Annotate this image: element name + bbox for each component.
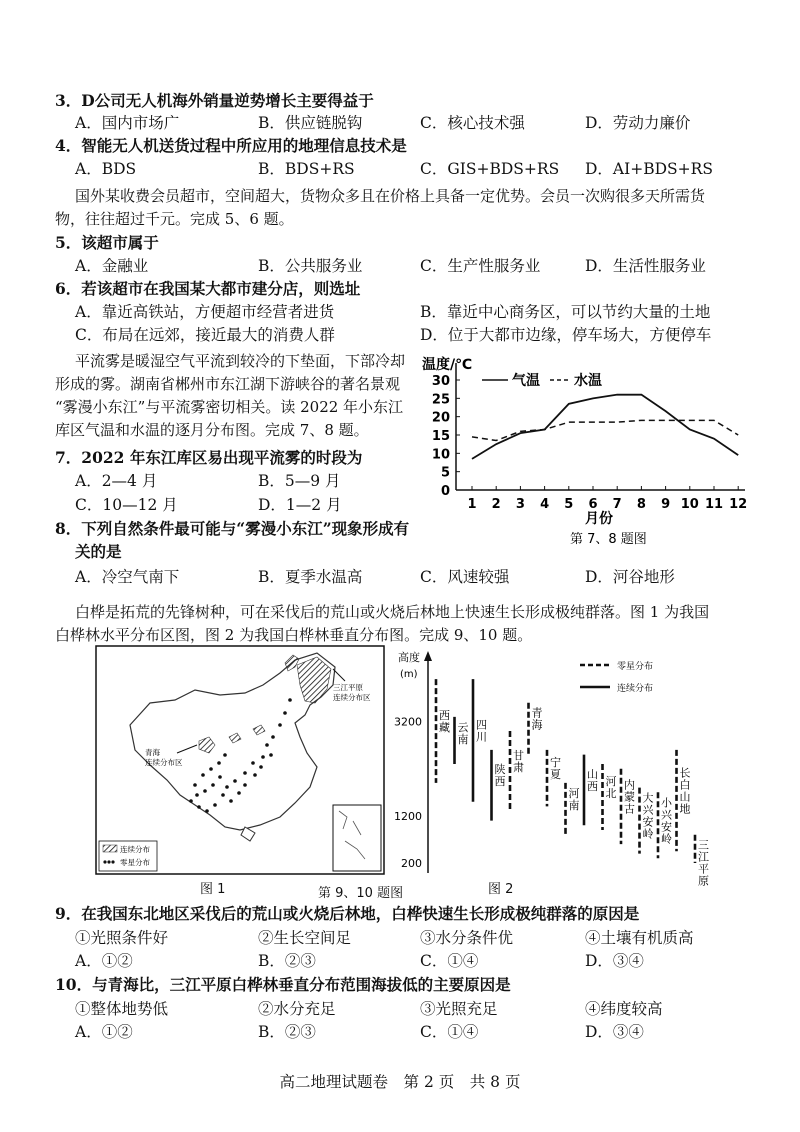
x-tick-label: 5 — [564, 497, 574, 512]
elevation-bar-label: 云南 — [457, 720, 469, 746]
x-tick-label: 11 — [704, 497, 724, 512]
elevation-bar-label: 西藏 — [439, 709, 450, 734]
q5-option-c: C．生产性服务业 — [420, 257, 541, 275]
q8-stem-line1: 8．下列自然条件最可能与“雾漫小东江”现象形成有 — [55, 519, 410, 538]
y-tick-label: 20 — [431, 410, 450, 426]
sparse-dot — [197, 805, 201, 809]
y-tick-label: 15 — [431, 429, 450, 444]
q7-option-c: C．10—12 月 — [75, 496, 178, 514]
elevation-bar-label: 甘肃 — [513, 749, 524, 775]
x-tick-label: 9 — [661, 497, 671, 512]
q10-option-d: D．③④ — [585, 1023, 644, 1041]
q4-option-c: C．GIS+BDS+RS — [420, 160, 560, 178]
q4-option-a: A．BDS — [75, 160, 137, 178]
q10-statement-4: ④纬度较高 — [585, 1000, 663, 1018]
sparse-dot — [211, 783, 215, 787]
q8-option-b: B．夏季水温高 — [258, 568, 363, 586]
elevation-bar-label: 陕西 — [494, 763, 506, 789]
q6-option-a: A．靠近高铁站，方便超市经营者进货 — [75, 303, 335, 321]
q10-stem: 10．与青海比，三江平原白桦林垂直分布范围海拔低的主要原因是 — [55, 975, 511, 994]
elevation-bar-label: 小兴安岭 — [661, 796, 672, 846]
x-tick-label: 8 — [636, 497, 646, 512]
passage-5-6-line1: 国外某收费会员超市，空间超大，货物众多且在价格上具备一定优势。会员一次购很多天所需货 — [75, 187, 706, 205]
elevation-bar-label: 宁夏 — [550, 756, 561, 782]
q4-stem: 4．智能无人机送货过程中所应用的地理信息技术是 — [55, 136, 407, 155]
figure-9-10-caption: 第 9、10 题图 — [318, 886, 404, 901]
vertical-y-tick-label: 3200 — [394, 715, 422, 729]
x-tick-label: 10 — [680, 497, 699, 512]
sparse-dot — [233, 779, 237, 783]
q4-option-b: B．BDS+RS — [258, 160, 355, 178]
q8-option-d: D．河谷地形 — [585, 568, 675, 586]
q10-statement-3: ③光照充足 — [420, 1000, 498, 1018]
elevation-bar-label: 青海 — [531, 706, 543, 732]
sparse-dot — [283, 711, 287, 715]
legend-continuous-swatch — [103, 845, 117, 852]
legend-air-label: 气温 — [512, 373, 540, 389]
q3-option-b: B．供应链脱钩 — [258, 114, 363, 132]
q6-stem: 6．若该超市在我国某大都市建分店，则选址 — [55, 279, 361, 298]
vertical-y-tick-label: 200 — [401, 857, 422, 870]
y-tick-label: 25 — [431, 392, 450, 408]
x-tick-label: 12 — [729, 497, 748, 512]
passage-9-10-line2: 白桦林水平分布区图，图 2 为我国白桦林垂直分布图。完成 9、10 题。 — [55, 626, 533, 644]
birch-distribution-map — [95, 645, 385, 875]
temperature-chart — [420, 355, 760, 555]
x-tick-label: 2 — [491, 497, 501, 512]
air-temperature-line — [472, 395, 738, 459]
sparse-dot — [251, 761, 255, 765]
passage-5-6-line2: 物，往往超过千元。完成 5、6 题。 — [55, 210, 294, 228]
sparse-dot — [223, 753, 227, 757]
q10-statement-2: ②水分充足 — [258, 1000, 336, 1018]
y-tick-label: 30 — [431, 374, 450, 389]
q9-statement-4: ④土壤有机质高 — [585, 929, 694, 947]
q9-option-b: B．②③ — [258, 952, 316, 970]
q7-stem: 7．2022 年东江库区易出现平流雾的时段为 — [55, 448, 363, 467]
legend-sparse-swatch — [103, 860, 114, 863]
x-tick-label: 1 — [467, 497, 477, 512]
sparse-dot — [259, 765, 263, 769]
passage-7-8-line3: “雾漫小东江”与平流雾密切相关。读 2022 年小东江 — [55, 398, 404, 416]
elevation-bar-label: 三江平原 — [698, 838, 709, 888]
page-footer: 高二地理试题卷 第 2 页 共 8 页 — [279, 1073, 521, 1091]
q6-option-c: C．布局在远郊，接近最大的消费人群 — [75, 326, 335, 344]
legend-sparse-label: 零星分布 — [120, 858, 150, 867]
sparse-dot — [261, 755, 265, 759]
elevation-bar-label: 河北 — [605, 775, 617, 800]
q9-option-a: A．①② — [75, 952, 133, 970]
elevation-bar-label: 长白山地 — [679, 766, 691, 816]
temperature-chart-caption: 第 7、8 题图 — [570, 532, 647, 547]
elevation-bar-label: 内蒙古 — [624, 778, 635, 816]
q5-option-a: A．金融业 — [75, 257, 149, 275]
q10-option-a: A．①② — [75, 1023, 133, 1041]
figure-2-caption: 图 2 — [488, 882, 514, 897]
y-tick-label: 10 — [431, 447, 450, 463]
south-china-sea-inset — [333, 805, 381, 871]
q5-option-b: B．公共服务业 — [258, 257, 363, 275]
legend-water-label: 水温 — [574, 373, 602, 389]
vertical-y-tick-label: 1200 — [394, 809, 422, 823]
sparse-dot — [265, 743, 269, 747]
q4-option-d: D．AI+BDS+RS — [585, 160, 713, 178]
sparse-dot — [269, 753, 273, 757]
vertical-legend-continuous-label: 连续分布 — [617, 684, 654, 694]
q6-option-b: B．靠近中心商务区，可以节约大量的土地 — [420, 303, 711, 321]
elevation-bar-label: 大兴安岭 — [642, 791, 654, 841]
sparse-dot — [229, 799, 233, 803]
elevation-bar-label: 四川 — [476, 718, 487, 744]
q5-option-d: D．生活性服务业 — [585, 257, 706, 275]
q9-statement-2: ②生长空间足 — [258, 929, 352, 947]
q8-option-c: C．风速较强 — [420, 568, 510, 586]
y-tick-label: 5 — [440, 465, 450, 481]
x-tick-label: 6 — [588, 497, 598, 512]
sparse-dot — [237, 791, 241, 795]
q10-option-b: B．②③ — [258, 1023, 316, 1041]
sparse-dot — [201, 773, 205, 777]
x-tick-label: 7 — [612, 497, 622, 512]
vertical-distribution-chart — [392, 645, 717, 888]
sparse-dot — [213, 803, 217, 807]
q9-option-d: D．③④ — [585, 952, 644, 970]
sparse-dot — [209, 767, 213, 771]
sparse-dot — [271, 735, 275, 739]
vertical-chart-ylabel: 高度 — [398, 651, 420, 664]
qinghai-label: 青海连续分布区 — [145, 748, 183, 767]
x-tick-label: 3 — [515, 497, 525, 512]
elevation-bar-label: 河南 — [568, 786, 580, 812]
q8-stem-line2: 关的是 — [75, 542, 122, 561]
q7-option-a: A．2—4 月 — [75, 472, 158, 490]
sparse-dot — [288, 698, 292, 702]
sparse-dot — [193, 783, 197, 787]
q9-stem: 9．在我国东北地区采伐后的荒山或火烧后林地，白桦快速生长形成极纯群落的原因是 — [55, 904, 640, 923]
vertical-chart-bars — [436, 679, 709, 888]
sparse-dot — [243, 771, 247, 775]
passage-9-10-line1: 白桦是拓荒的先锋树种，可在采伐后的荒山或火烧后林地上快速生长形成极纯群落。图 1 为我国 — [75, 603, 710, 621]
sparse-dot — [253, 773, 257, 777]
sanjiang-label: 三江平原连续分布区 — [333, 683, 371, 702]
q8-option-a: A．冷空气南下 — [75, 568, 180, 586]
y-tick-label: 0 — [440, 484, 450, 499]
temperature-chart-xlabel: 月份 — [585, 511, 613, 527]
temperature-chart-ylabel: 温度/℃ — [422, 357, 473, 373]
sparse-dot — [203, 789, 207, 793]
sparse-dot — [205, 809, 209, 813]
q6-option-d: D．位于大都市边缘，停车场大，方便停车 — [420, 326, 712, 344]
passage-7-8-line4: 库区气温和水温的逐月分布图。完成 7、8 题。 — [55, 421, 369, 439]
elevation-bar-label: 山西 — [587, 767, 598, 793]
q9-statement-1: ①光照条件好 — [75, 929, 169, 947]
q5-stem: 5．该超市属于 — [55, 233, 159, 252]
q3-option-c: C．核心技术强 — [420, 114, 525, 132]
q3-option-a: A．国内市场广 — [75, 114, 180, 132]
q3-option-d: D．劳动力廉价 — [585, 114, 691, 132]
sparse-dot — [218, 775, 222, 779]
q7-option-b: B．5—9 月 — [258, 472, 341, 490]
sparse-dot — [195, 793, 199, 797]
x-tick-label: 4 — [540, 497, 550, 512]
sparse-dot — [243, 783, 247, 787]
sparse-dot — [225, 785, 229, 789]
q10-statement-1: ①整体地势低 — [75, 1000, 169, 1018]
q9-option-c: C．①④ — [420, 952, 479, 970]
sparse-dot — [217, 761, 221, 765]
passage-7-8-line2: 形成的雾。湖南省郴州市东江湖下游峡谷的著名景观 — [55, 375, 401, 393]
passage-7-8-line1: 平流雾是暖湿空气平流到较冷的下垫面，下部冷却 — [75, 352, 406, 370]
sparse-dot — [278, 723, 282, 727]
legend-continuous-label: 连续分布 — [120, 845, 150, 854]
vertical-chart-y-arrow — [424, 651, 432, 661]
sparse-dot — [189, 799, 193, 803]
q9-statement-3: ③水分条件优 — [420, 929, 514, 947]
q10-option-c: C．①④ — [420, 1023, 479, 1041]
vertical-chart-y-ticks — [394, 716, 422, 870]
figure-1-caption: 图 1 — [200, 882, 226, 897]
q3-stem: 3．D公司无人机海外销量逆势增长主要得益于 — [55, 91, 374, 110]
vertical-chart-yunit: (m) — [400, 669, 418, 680]
vertical-legend-sparse-label: 零星分布 — [617, 662, 654, 672]
sparse-dot — [221, 793, 225, 797]
q7-option-d: D．1—2 月 — [258, 496, 342, 514]
